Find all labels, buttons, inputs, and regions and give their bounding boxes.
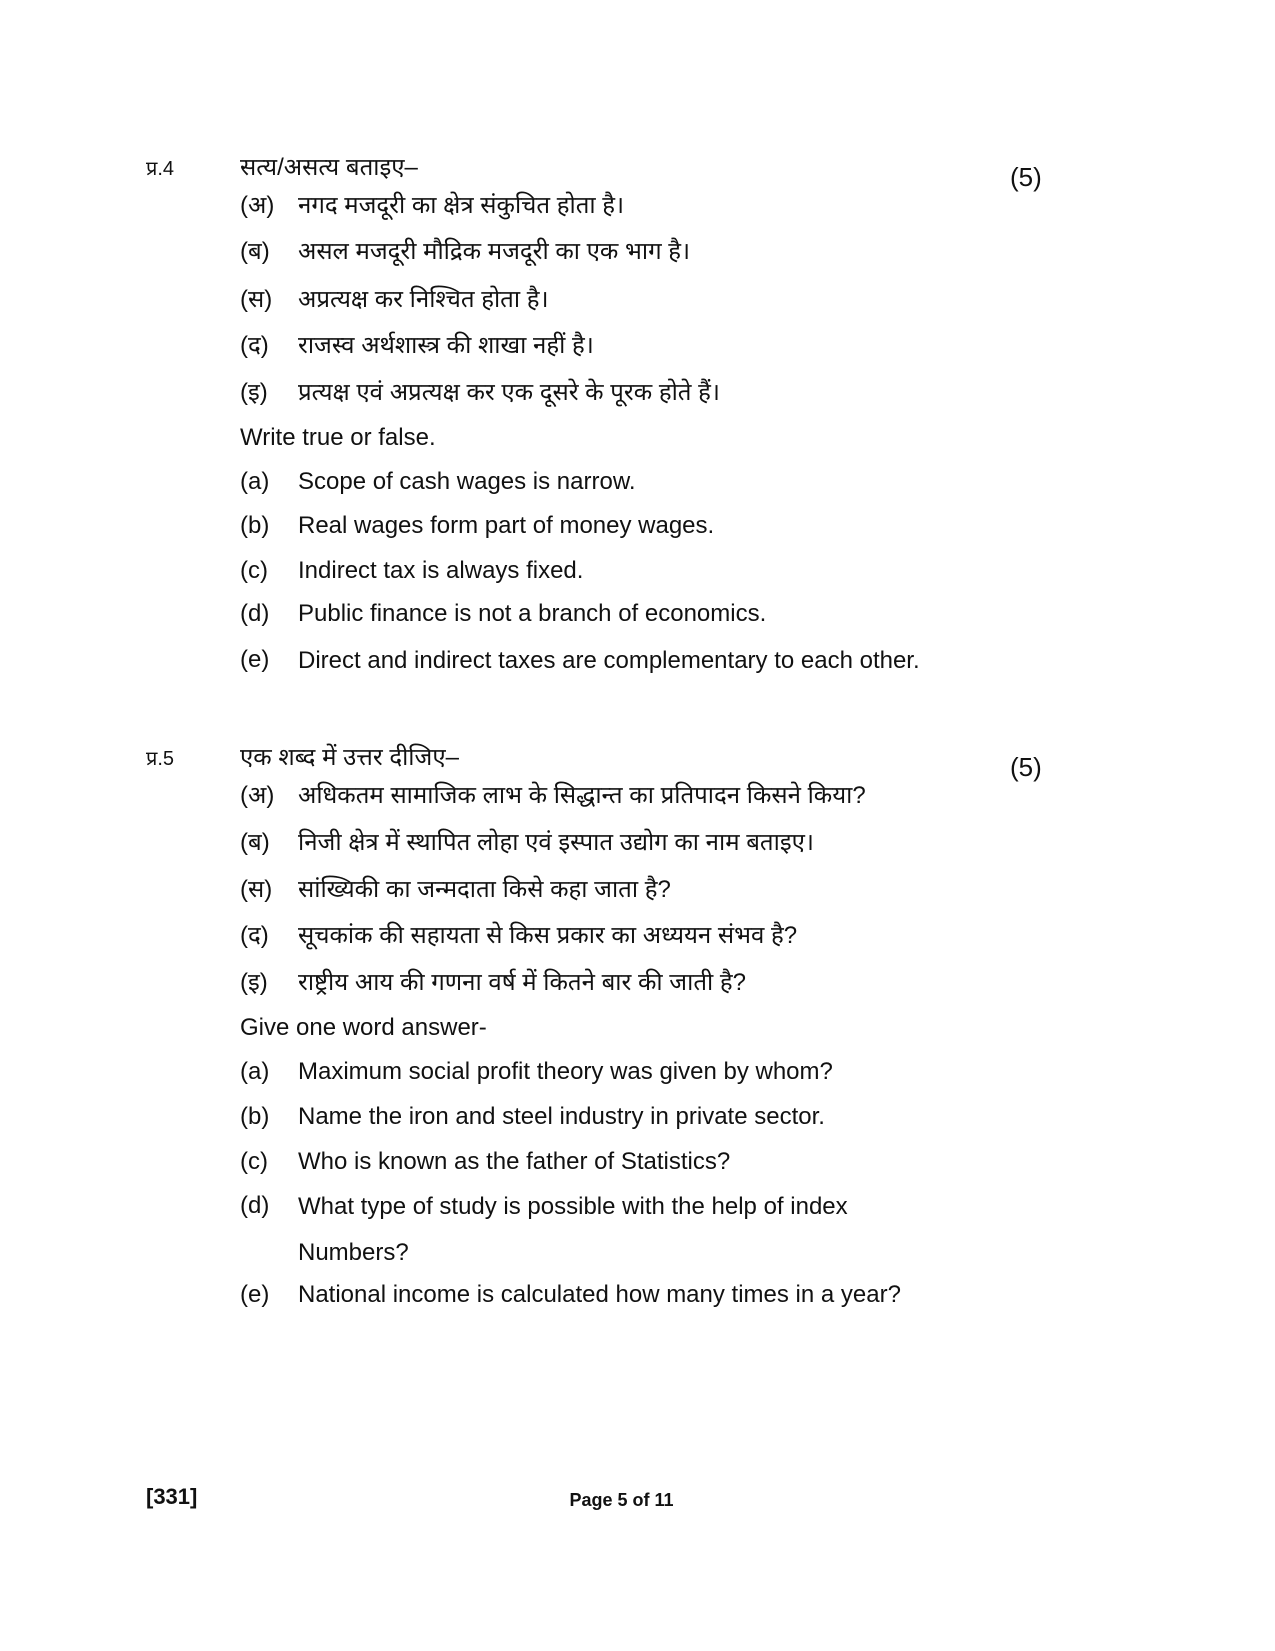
q5-hi-item — [0, 965, 1275, 1009]
item-text: अधिकतम सामाजिक लाभ के सिद्धान्त का प्रतिपादन किसने किया? — [298, 782, 866, 809]
q4-hi-item — [0, 375, 1275, 419]
item-text: राजस्व अर्थशास्त्र की शाखा नहीं है। — [298, 332, 594, 359]
item-label: (d) — [240, 1192, 270, 1219]
q4-hi-item — [0, 234, 1275, 278]
item-text: सूचकांक की सहायता से किस प्रकार का अध्ययन संभव है? — [298, 922, 798, 949]
q4-title-english: Write true or false. — [240, 424, 436, 451]
item-label: (b) — [240, 512, 270, 539]
item-label: (d) — [240, 600, 270, 627]
item-label: (इ) — [240, 379, 268, 406]
q5-english-heading — [0, 1014, 1275, 1058]
item-text: What type of study is possible with the help of index Numbers? — [298, 1193, 848, 1266]
q5-hi-item — [0, 825, 1275, 869]
item-label: (ब) — [240, 829, 270, 856]
item-label: (c) — [240, 557, 268, 584]
q5-en-item — [0, 1103, 1275, 1147]
item-text: असल मजदूरी मौद्रिक मजदूरी का एक भाग है। — [298, 238, 691, 265]
item-label: (स) — [240, 286, 273, 313]
page-number — [0, 1490, 1275, 1511]
q4-hi-item — [0, 328, 1275, 372]
q4-hi-item — [0, 188, 1275, 232]
q5-number: प्र.5 — [146, 748, 175, 770]
item-label: (द) — [240, 332, 269, 359]
item-label: (अ) — [240, 782, 275, 809]
item-text: सांख्यिकी का जन्मदाता किसे कहा जाता है? — [298, 876, 671, 903]
item-label: (a) — [240, 1058, 270, 1085]
item-label: (b) — [240, 1103, 270, 1130]
item-text: प्रत्यक्ष एवं अप्रत्यक्ष कर एक दूसरे के पूरक होते हैं। — [298, 379, 720, 406]
q5-hi-item — [0, 918, 1275, 962]
item-text: निजी क्षेत्र में स्थापित लोहा एवं इस्पात उद्योग का नाम बताइए। — [298, 829, 814, 856]
item-text: अप्रत्यक्ष कर निश्चित होता है। — [298, 286, 549, 313]
q5-title-english: Give one word answer- — [240, 1014, 487, 1041]
item-text: राष्ट्रीय आय की गणना वर्ष में कितने बार की जाती है? — [298, 969, 746, 996]
q4-en-item — [0, 512, 1275, 556]
q5-hi-item — [0, 778, 1275, 822]
q5-hi-item — [0, 872, 1275, 916]
item-label: (e) — [240, 1281, 270, 1308]
q4-en-item — [0, 646, 1275, 738]
q5-en-item — [0, 1192, 1275, 1284]
item-text: Who is known as the father of Statistics? — [298, 1148, 731, 1175]
item-text: National income is calculated how many times in a year? — [298, 1281, 901, 1308]
q5-title-hindi: एक शब्द में उत्तर दीजिए– — [240, 744, 459, 771]
item-label: (a) — [240, 468, 270, 495]
item-text: Scope of cash wages is narrow. — [298, 468, 636, 495]
item-text: Maximum social profit theory was given by whom? — [298, 1058, 833, 1085]
q4-marks: (5) — [1010, 162, 1042, 192]
item-label: (e) — [240, 646, 270, 673]
q4-en-item — [0, 468, 1275, 512]
item-label: (द) — [240, 922, 269, 949]
item-label: (अ) — [240, 192, 275, 219]
item-label: (इ) — [240, 969, 268, 996]
item-text: Public finance is not a branch of economics. — [298, 600, 767, 627]
item-text: Name the iron and steel industry in private sector. — [298, 1103, 825, 1130]
item-label: (c) — [240, 1148, 268, 1175]
item-text: Direct and indirect taxes are complementary to each other. — [298, 647, 920, 674]
item-label: (स) — [240, 876, 273, 903]
q5-en-item — [0, 1281, 1275, 1325]
q4-hi-item — [0, 282, 1275, 326]
q4-english-heading — [0, 424, 1275, 468]
q4-number: प्र.4 — [146, 158, 175, 180]
item-text: नगद मजदूरी का क्षेत्र संकुचित होता है। — [298, 192, 625, 219]
q4-en-item — [0, 557, 1275, 601]
q4-title-hindi: सत्य/असत्य बताइए– — [240, 154, 418, 181]
item-text: Real wages form part of money wages. — [298, 512, 715, 539]
q5-marks: (5) — [1010, 752, 1042, 782]
page-number-text: Page 5 of 11 — [569, 1490, 674, 1510]
paper-code: [331] — [146, 1484, 198, 1509]
item-text: Indirect tax is always fixed. — [298, 557, 584, 584]
q5-en-item — [0, 1058, 1275, 1102]
item-label: (ब) — [240, 238, 270, 265]
